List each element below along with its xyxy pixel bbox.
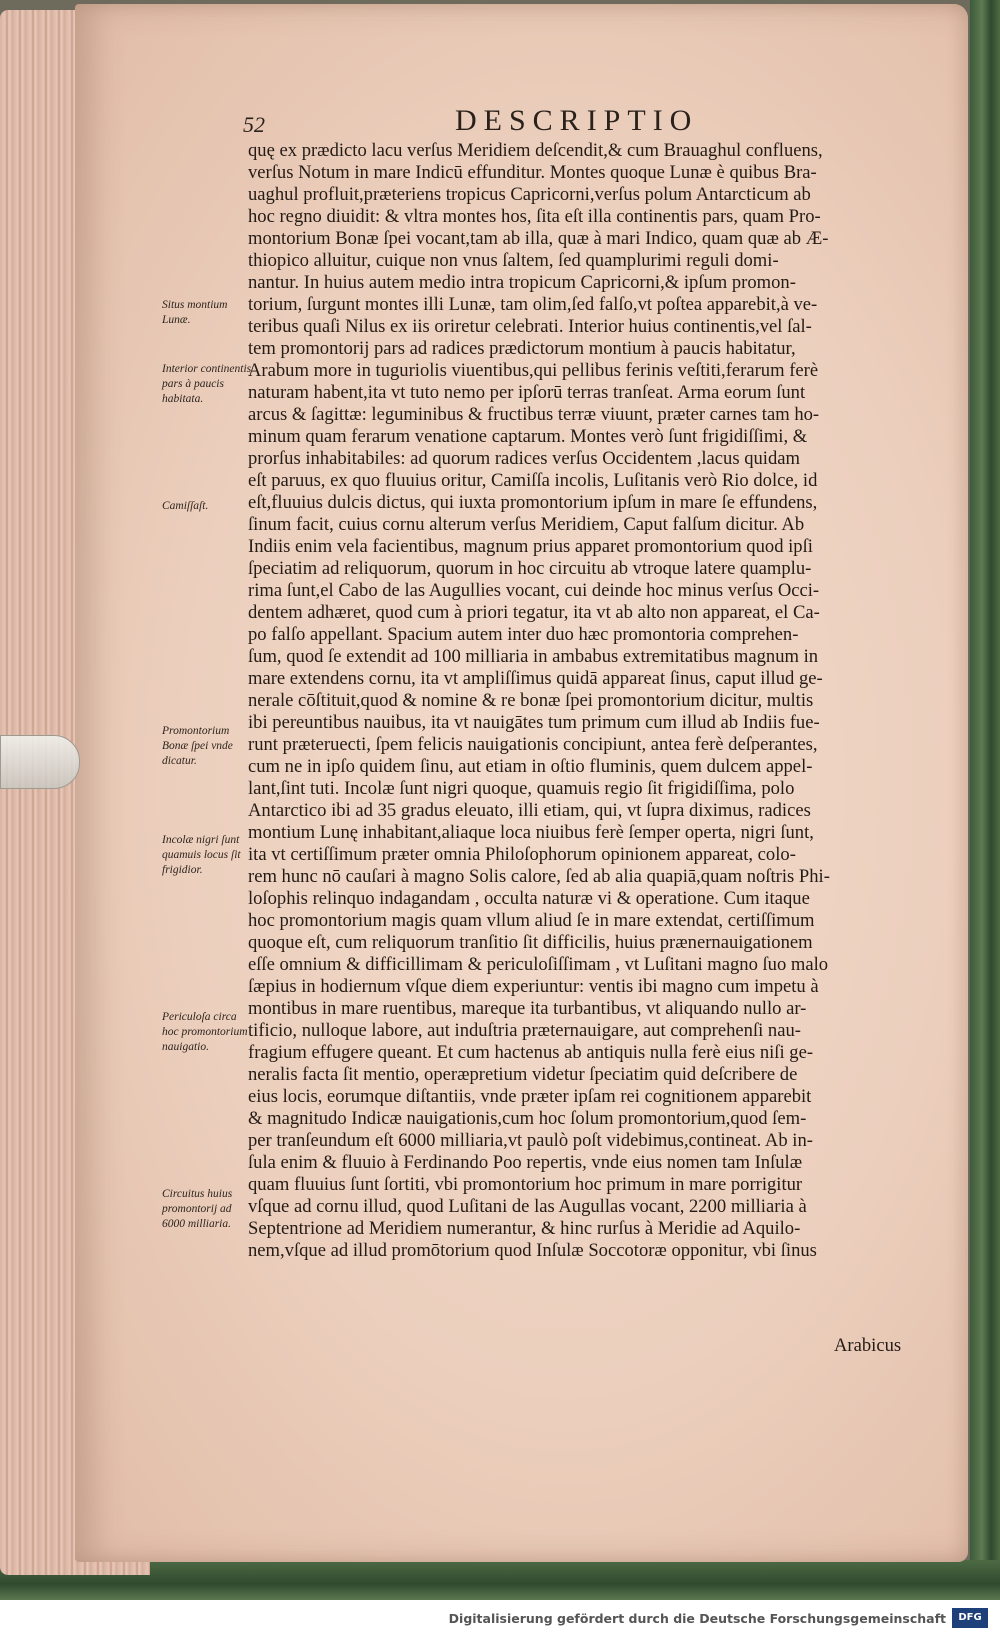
dfg-logo-icon: DFG: [952, 1608, 988, 1628]
text-line: tificio, nulloque labore, aut induſtria præternauigare, aut comprehenſi nau-: [248, 1020, 801, 1041]
text-line: montium Lunę inhabitant,aliaque loca niuibus ferè ſemper operta, nigri ſunt,: [248, 822, 814, 843]
text-line: tem promontorij pars ad radices prædictorum montium à paucis habitatur,: [248, 338, 796, 359]
text-line: Indiis enim vela facientibus, magnum prius apparet promontorium quod ipſi: [248, 536, 813, 557]
digitization-footer: [0, 1600, 1000, 1637]
text-line: eſt paruus, ex quo fluuius oritur, Camiſſa incolis, Luſitanis verò Rio dolce, id: [248, 470, 818, 491]
text-line: ita vt certiſſimum præter omnia Philoſophorum opinionem appareat, colo-: [248, 844, 796, 865]
text-line: quam fluuius ſunt ſortiti, vbi promontorium hoc primum in mare porrigitur: [248, 1174, 803, 1195]
page-clip: [0, 735, 80, 789]
text-line: loſophis relinquo indagandam , occulta naturæ vi & operatione. Cum itaque: [248, 888, 810, 909]
text-line: torium, ſurgunt montes illi Lunæ, tam olim,ſed falſo,vt poſtea apparebit,à ve-: [248, 294, 818, 315]
text-line: ibi pereuntibus nauibus, ita vt nauigātes tum primum cum illud ab Indiis fue-: [248, 712, 820, 733]
text-line: arcus & ſagittæ: leguminibus & fructibus terræ viuunt, præter carnes tam ho-: [248, 404, 820, 425]
text-line: & magnitudo Indicæ nauigationis,cum hoc ſolum promontorium,quod ſem-: [248, 1108, 807, 1129]
text-line: rem hunc nō cauſari à magno Solis calore, ſed ab alia quapiā,quam noſtris Phi-: [248, 866, 830, 887]
margin-note: Situs montium Lunæ.: [162, 299, 228, 326]
text-line: uaghul profluit,præteriens tropicus Capricorni,verſus polum Antarcticum ab: [248, 184, 811, 205]
text-line: hoc promontorium magis quam vllum aliud ſe in mare extendat, certiſſimum: [248, 910, 815, 931]
text-line: verſus Notum in mare Indicū effunditur. Montes quoque Lunæ è quibus Bra-: [248, 162, 817, 183]
text-line: runt præteruecti, ſpem felicis nauigationis concipiunt, antea ferè deſperantes,: [248, 734, 818, 755]
text-line: eſſe omnium & difficillimam & periculoſiſſimam , vt Luſitani magno ſuo malo: [248, 954, 829, 975]
text-line: Arabum more in tuguriolis viuentibus,qui pellibus ferinis veſtiti,ferarum ferè: [248, 360, 819, 381]
text-line: nem,vſque ad illud promōtorium quod Inſulæ Soccotoræ opponitur, vbi ſinus: [248, 1240, 817, 1261]
text-line: cum ne in ipſo quidem ſinu, aut etiam in oſtio fluminis, quem dulcem appel-: [248, 756, 813, 777]
text-line: dentem adhæret, quod cum à priori tegatur, ita vt ab alto non appareat, el Ca-: [248, 602, 820, 623]
funding-notice: Digitalisierung gefördert durch die Deutsche Forschungsgemeinschaft: [448, 1611, 946, 1626]
margin-note: Circuitus huius promontorij ad 6000 milliaria.: [162, 1188, 233, 1230]
text-line: mare extendens cornu, ita vt ampliſſimus quidā appareat ſinus, caput illud ge-: [248, 668, 823, 689]
text-line: lant,ſint tuti. Incolæ ſunt nigri quoque, quamuis regio ſit frigidiſſima, polo: [248, 778, 795, 799]
text-line: ſæpius in hodiernum vſque diem experiuntur: ventis ibi magno cum impetu à: [248, 976, 819, 997]
margin-note: Camiſſaſt.: [162, 500, 209, 512]
text-line: hoc regno diuidit: & vltra montes hos, ſita eſt illa continentis pars, quam Pro-: [248, 206, 821, 227]
text-line: minum quam ferarum venatione captarum. Montes verò ſunt frigidiſſimi, &: [248, 426, 808, 447]
text-line: montorium Bonæ ſpei vocant,tam ab illa, quæ à mari Indico, quam quæ ab Æ-: [248, 228, 829, 249]
text-line: vſque ad cornu illud, quod Luſitani de las Augullas vocant, 2200 milliaria à: [248, 1196, 807, 1217]
text-line: thiopico alluitur, cuique non vnus ſaltem, ſed quamplurimi reguli domi-: [248, 250, 779, 271]
catchword: Arabicus: [834, 1335, 902, 1356]
running-title: DESCRIPTIO: [455, 104, 699, 137]
text-line: nantur. In huius autem medio intra tropicum Capricorni,& ipſum promon-: [248, 272, 796, 293]
margin-note: Interior continentis pars à paucis habitata.: [162, 363, 252, 405]
text-line: nerale cōſtituit,quod & nomine & re bonæ ſpei promontorium dicitur, multis: [248, 690, 814, 711]
text-line: Septentrione ad Meridiem numerantur, & hinc rurſus à Meridie ad Aquilo-: [248, 1218, 801, 1239]
text-line: naturam habent,ita vt tuto nemo per ipſorū terras tranſeat. Arma eorum ſunt: [248, 382, 806, 403]
margin-note: Promontorium Bonæ ſpei vnde dicatur.: [162, 725, 233, 767]
text-line: prorſus inhabitabiles: ad quorum radices verſus Occidentem ,lacus quidam: [248, 448, 800, 469]
margin-note: Periculoſa circa hoc promontorium nauigatio.: [162, 1011, 248, 1053]
text-line: ſula enim & fluuio à Ferdinando Poo repertis, vnde eius nomen tam Inſulæ: [248, 1152, 803, 1173]
text-line: quę ex prædicto lacu verſus Meridiem deſcendit,& cum Brauaghul confluens,: [248, 140, 823, 161]
book-cover-bottom: [0, 1560, 1000, 1600]
text-line: Antarctico ibi ad 35 gradus eleuato, illi etiam, qui, vt ſupra diximus, radices: [248, 800, 811, 821]
text-line: eſt,fluuius dulcis dictus, qui iuxta promontorium ipſum in mare ſe effundens,: [248, 492, 818, 513]
text-line: neralis facta ſit mentio, operæpretium videtur ſpeciatim quid deſcribere de: [248, 1064, 798, 1085]
text-line: eius locis, eorumque diſtantiis, vnde præter ipſam rei cognitionem apparebit: [248, 1086, 812, 1107]
text-line: rima ſunt,el Cabo de las Augullies vocant, cui deinde hoc minus verſus Occi-: [248, 580, 820, 601]
text-line: montibus in mare ruentibus, mareque ita turbantibus, vt aliquando nullo ar-: [248, 998, 807, 1019]
text-line: po falſo appellant. Spacium autem inter duo hæc promontoria comprehen-: [248, 624, 799, 645]
text-line: ſum, quod ſe extendit ad 100 milliaria in ambabus extremitatibus magnum in: [248, 646, 819, 667]
book-cover-edge: [970, 0, 1000, 1600]
text-line: ſpeciatim ad reliquorum, quorum in hoc circuitu ab vtroque latere quamplu-: [248, 558, 812, 579]
page-number: 52: [243, 112, 265, 137]
text-line: quoque eſt, cum reliquorum tranſitio ſit difficilis, huius prænernauigationem: [248, 932, 813, 953]
text-line: fragium effugere queant. Et cum hactenus ab antiquis nulla ferè eius niſi ge-: [248, 1042, 814, 1063]
text-line: ſinum facit, cuius cornu alterum verſus Meridiem, Caput falſum dicitur. Ab: [248, 514, 805, 535]
text-line: teribus quaſi Nilus ex iis oriretur celebrati. Interior huius continentis,vel ſal-: [248, 316, 812, 337]
text-line: per tranſeundum eſt 6000 milliaria,vt paulò poſt videbimus,contineat. Ab in-: [248, 1130, 813, 1151]
margin-note: Incolæ nigri ſunt quamuis locus ſit frigidior.: [162, 834, 241, 876]
